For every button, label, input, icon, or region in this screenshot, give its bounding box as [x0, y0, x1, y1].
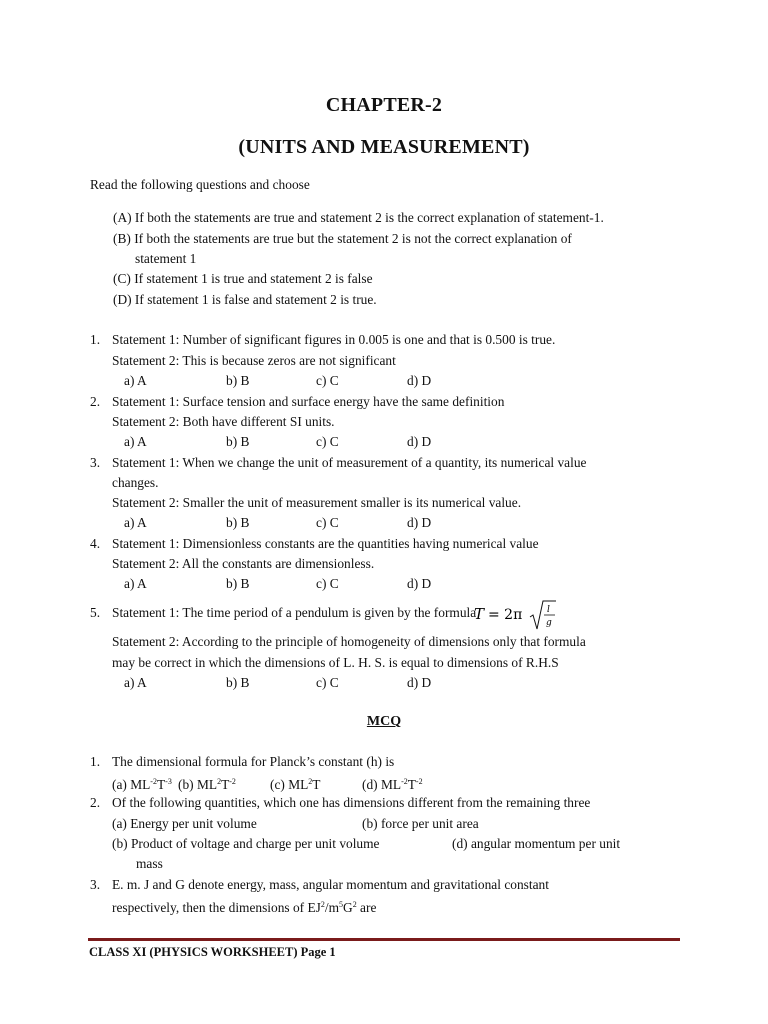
q4-statement-1: Statement 1: Dimensionless constants are the quantities having numerical value — [112, 536, 539, 551]
option-b: b) B — [226, 373, 250, 388]
chapter-subtitle: (UNITS AND MEASUREMENT) — [238, 136, 530, 158]
option-d: d) D — [407, 515, 432, 530]
mcq1-option-b: (b) $ML^2T^{-2}$ — [178, 777, 236, 792]
footer-divider — [88, 938, 680, 941]
option-a: a) A — [124, 515, 147, 530]
chapter-title: CHAPTER-2 — [325, 94, 443, 116]
q2-statement-1: Statement 1: Surface tension and surface energy have the same definition — [112, 394, 505, 409]
option-b: b) B — [226, 576, 250, 591]
formula-symbol: T — [474, 605, 485, 623]
choice-c: (C) If statement 1 is true and statement 2 is false — [113, 271, 373, 286]
q5-statement-2: Statement 2: According to the principle of homogeneity of dimensions only that formula — [112, 634, 586, 649]
question-number: 3. — [90, 877, 101, 892]
option-b: b) B — [226, 434, 250, 449]
choice-a: (A) If both the statements are true and statement 2 is the correct explanation of statement-1. — [113, 210, 604, 225]
page-footer: CLASS XI (PHYSICS WORKSHEET) Page 1 — [89, 945, 336, 959]
question-number: 3. — [90, 455, 101, 470]
mcq1-option-d: (d) $ML^{-2}T^{-2}$ — [362, 777, 423, 792]
q5-statement-1: Statement 1: The time period of a pendulum is given by the formula — [112, 605, 477, 620]
option-c: c) C — [316, 515, 339, 530]
mcq-heading: MCQ — [366, 714, 402, 729]
question-number: 1. — [90, 754, 101, 769]
option-a: a) A — [124, 576, 147, 591]
instructions-text: Read the following questions and choose — [90, 177, 310, 192]
formula-numerator: l — [547, 605, 550, 615]
option-b: b) B — [226, 675, 250, 690]
question-number: 4. — [90, 536, 101, 551]
choice-d: (D) If statement 1 is false and statement 2 is true. — [113, 292, 377, 307]
question-number: 2. — [90, 795, 101, 810]
mcq2-question: Of the following quantities, which one has dimensions different from the remaining three — [112, 795, 591, 810]
question-number: 1. — [90, 332, 101, 347]
q1-statement-1: Statement 1: Number of significant figures in 0.005 is one and that is 0.500 is true. — [112, 332, 556, 347]
question-number: 5. — [90, 605, 101, 620]
mcq3-question: E. m. J and G denote energy, mass, angular momentum and gravitational constant — [112, 877, 549, 892]
option-c: c) C — [316, 434, 339, 449]
formula-denominator: g — [546, 618, 552, 628]
mcq3-question-continued: respectively, then the dimensions of $EJ^2/m^5G^2$ are — [112, 900, 377, 915]
option-d: d) D — [407, 576, 432, 591]
mcq2-option-c: (b) Product of voltage and charge per unit volume — [112, 836, 380, 851]
q5-statement-2-continued: may be correct in which the dimensions of L. H. S. is equal to dimensions of R.H.S — [112, 655, 559, 670]
choice-b: (B) If both the statements are true but the statement 2 is not the correct explanation of — [113, 231, 572, 246]
q3-statement-1: Statement 1: When we change the unit of measurement of a quantity, its numerical value — [112, 455, 587, 470]
pendulum-formula — [474, 599, 584, 633]
q4-statement-2: Statement 2: All the constants are dimensionless. — [112, 556, 375, 571]
option-c: c) C — [316, 576, 339, 591]
mcq1-question: The dimensional formula for Planck’s constant (h) is — [112, 754, 395, 769]
option-d: d) D — [407, 373, 432, 388]
option-a: a) A — [124, 434, 147, 449]
q3-statement-2: Statement 2: Smaller the unit of measurement smaller is its numerical value. — [112, 495, 522, 510]
option-d: d) D — [407, 434, 432, 449]
mcq2-option-d: (d) angular momentum per unit — [452, 836, 621, 851]
mcq2-option-a: (a) Energy per unit volume — [112, 816, 257, 831]
question-number: 2. — [90, 394, 101, 409]
choice-b-continued: statement 1 — [135, 251, 197, 266]
option-c: c) C — [316, 675, 339, 690]
mcq1-option-c: (c) $ML^2T$ — [270, 777, 321, 792]
q1-statement-2: Statement 2: This is because zeros are not significant — [112, 353, 396, 368]
q2-statement-2: Statement 2: Both have different SI units. — [112, 414, 335, 429]
mcq2-option-d-continued: mass — [136, 856, 163, 871]
q3-statement-1-continued: changes. — [112, 475, 159, 490]
mcq2-option-b: (b) force per unit area — [362, 816, 479, 831]
option-a: a) A — [124, 675, 147, 690]
option-d: d) D — [407, 675, 432, 690]
option-a: a) A — [124, 373, 147, 388]
mcq1-option-a: (a) $ML^{-2}T^{-3}$ — [112, 777, 172, 792]
option-c: c) C — [316, 373, 339, 388]
formula-coefficient: = 2π — [488, 607, 523, 623]
option-b: b) B — [226, 515, 250, 530]
